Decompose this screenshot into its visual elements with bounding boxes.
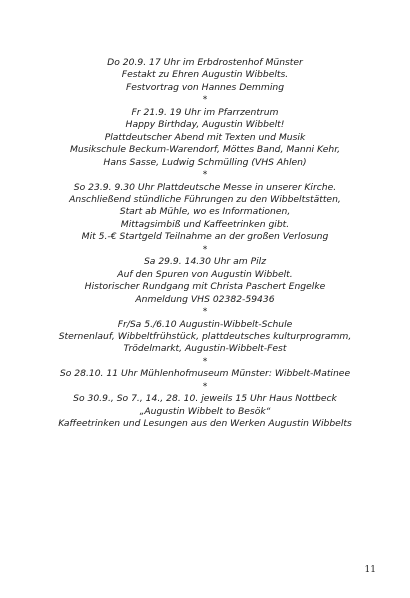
separator-asterisk: *: [202, 243, 208, 255]
separator-asterisk: *: [202, 306, 208, 318]
event-line: Anmeldung VHS 02382-59436: [135, 293, 275, 305]
event-line: Trödelmarkt, Augustin-Wibbelt-Fest: [123, 343, 287, 355]
event-line: Hans Sasse, Ludwig Schmülling (VHS Ahlen): [103, 156, 307, 168]
event-line: Kaffeetrinken und Lesungen aus den Werken Augustin Wibbelts: [58, 418, 352, 430]
event-block: [0, 57, 410, 94]
event-line: „Augustin Wibbelt to Besök“: [139, 405, 271, 417]
event-line: So 30.9., So 7., 14., 28. 10. jeweils 15 Uhr Haus Nottbeck: [73, 393, 337, 405]
event-line: Festakt zu Ehren Augustin Wibbelts.: [121, 69, 289, 81]
event-line: Plattdeutscher Abend mit Texten und Musik: [104, 131, 306, 143]
event-line: Fr/Sa 5./6.10 Augustin-Wibbelt-Schule: [117, 318, 293, 330]
event-line: Festvortrag von Hannes Demming: [125, 81, 285, 93]
event-line: So 23.9. 9.30 Uhr Plattdeutsche Messe in unserer Kirche.: [73, 181, 337, 193]
event-line: Mittagsimbiß und Kaffeetrinken gibt.: [120, 218, 290, 230]
event-block: [0, 182, 410, 244]
separator-asterisk: *: [202, 380, 208, 392]
event-block: [0, 256, 410, 306]
event-block: [0, 107, 410, 169]
event-line: Mit 5.-€ Startgeld Teilnahme an der großen Verlosung: [81, 231, 329, 243]
event-line: Fr 21.9. 19 Uhr im Pfarrzentrum: [131, 106, 279, 118]
separator-asterisk: *: [202, 94, 208, 106]
event-line: Historischer Rundgang mit Christa Paschert Engelke: [84, 281, 326, 293]
event-line: Sa 29.9. 14.30 Uhr am Pilz: [143, 256, 267, 268]
page-number: 11: [364, 565, 376, 575]
event-line: Do 20.9. 17 Uhr im Erbdrostenhof Münster: [107, 57, 303, 68]
event-line: Sternenlauf, Wibbeltfrühstück, plattdeutsches kulturprogramm,: [58, 330, 352, 342]
event-list: [0, 57, 410, 431]
event-line: Auf den Spuren von Augustin Wibbelt.: [117, 268, 293, 280]
separator-asterisk: *: [202, 355, 208, 367]
event-line: Start ab Mühle, wo es Informationen,: [119, 206, 291, 218]
event-line: Musikschule Beckum-Warendorf, Möttes Band, Manni Kehr,: [69, 144, 341, 156]
event-block: [0, 368, 410, 380]
event-block: [0, 393, 410, 430]
event-block: [0, 319, 410, 356]
separator-asterisk: *: [202, 169, 208, 181]
event-line: So 28.10. 11 Uhr Mühlenhofmuseum Münster: Wibbelt-Matinee: [59, 368, 351, 380]
event-line: Happy Birthday, Augustin Wibbelt!: [125, 119, 285, 131]
event-line: Anschließend stündliche Führungen zu den Wibbeltstätten,: [69, 193, 341, 205]
